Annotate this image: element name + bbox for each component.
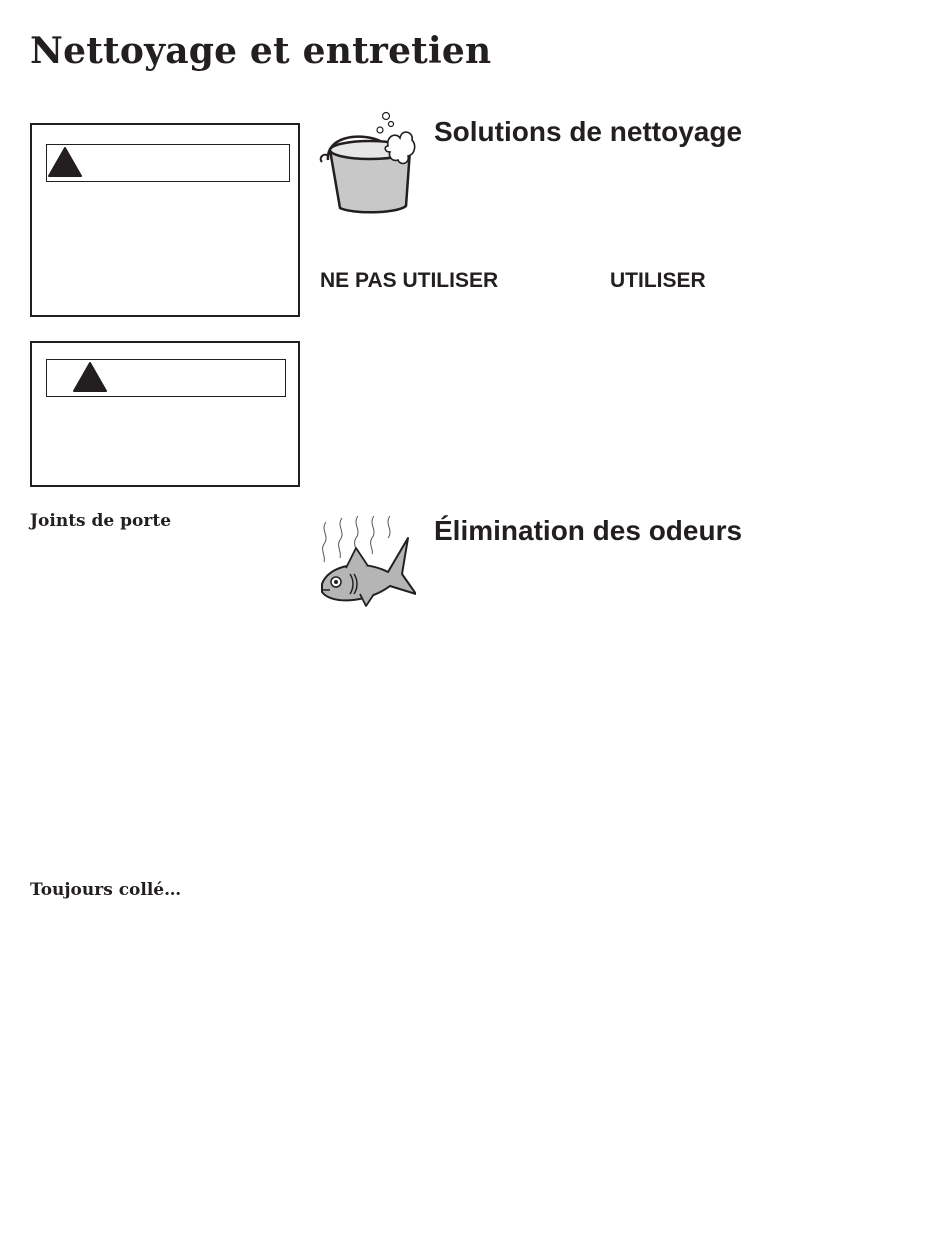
do-not-use-label: NE PAS UTILISER (320, 269, 499, 292)
warning-box-1 (30, 123, 300, 317)
warning-triangle-icon (73, 361, 107, 393)
section-heading-cleaning-solutions: Solutions de nettoyage (434, 116, 743, 147)
use-label: UTILISER (610, 269, 706, 292)
warning-header (46, 359, 286, 397)
section-heading-odor-removal: Élimination des odeurs (434, 515, 743, 546)
smelly-fish-icon (316, 512, 416, 608)
bucket-icon (316, 110, 416, 216)
warning-header (46, 144, 290, 182)
page-title: Nettoyage et entretien (30, 30, 492, 72)
subheading-door-seals: Joints de porte (30, 511, 172, 531)
warning-triangle-icon (48, 146, 82, 178)
subheading-still-stuck: Toujours collé… (30, 880, 182, 900)
warning-box-2 (30, 341, 300, 487)
